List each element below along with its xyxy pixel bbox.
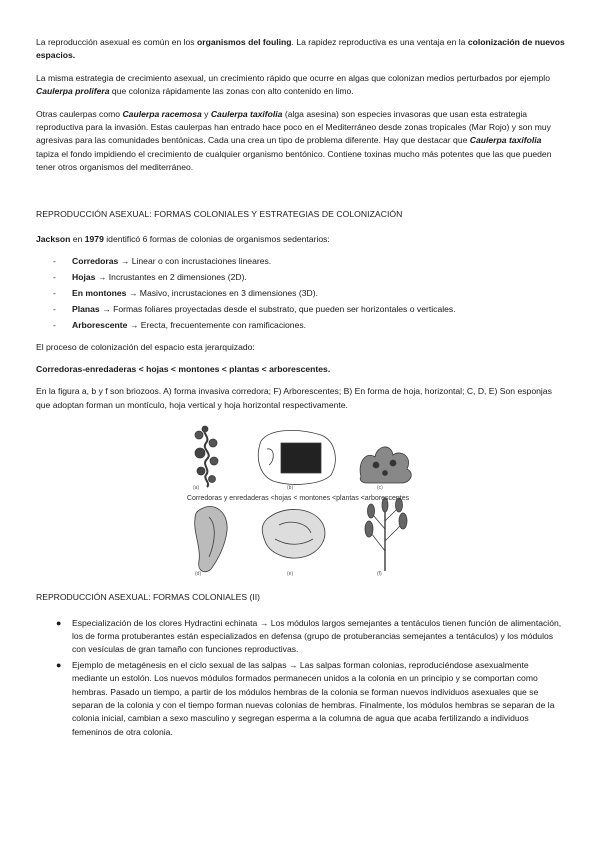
sketch-c-mound [360,447,411,483]
dash-marker: - [53,304,56,315]
process-paragraph: El proceso de colonización del espacio esta jerarquizado: [36,341,255,352]
hierarchy-paragraph: Corredoras-enredaderas < hojas < montones < plantas < arborescentes. [36,363,331,374]
figure-label-a: (a) [193,485,200,492]
jackson-paragraph: Jackson en 1979 identificó 6 formas de colonias de organismos sedentarios: [36,234,330,245]
figure-label-e: (e) [287,571,294,578]
list-item: - Arborescente → Erecta, frecuentemente con ramificaciones. [36,319,566,332]
dash-marker: - [53,256,56,267]
list-item: - Planas → Formas foliares proyectadas desde el substrato, que pueden ser horizontales o verticales. [36,303,566,316]
intro-paragraph-1: La reproducción asexual es común en los organismos del fouling. La rapidez reproductiva es una ventaja en la colonización de nuevos espacios. [36,37,565,61]
dash-marker: - [53,288,56,299]
bullet-marker: ● [56,659,62,670]
figure-label-f: (f) [377,571,382,578]
intro-paragraph-2: La misma estrategia de crecimiento asexual, un crecimiento rápido que ocurre en algas que colonizan medios perturbados por ejemplo Caulerpa prolifera que coloniza rápidamente las zonas con alto contenido en limo. [36,72,551,97]
figure-label-c: (c) [377,485,383,492]
list-item: - En montones → Masivo, incrustaciones en 3 dimensiones (3D). [36,287,566,300]
list-item: ● Ejemplo de metagénesis en el ciclo sexual de las salpas → Las salpas forman colonias, reproduciéndose asexualmente mediante un estolón. Los nuevos módulos formados permanecen unidos a la colonia en un principio y se comportan como hembras. Pasado un tiempo, a partir de los módulos hembras de la colonia se forman nuevos individuos asexuales que se separan de la colonia y con el tiempo forman nuevas colonias de hembras. Finalmente, los módulos hembras se separan de la colonia inicial, cambian a sexo masculino y segregan esperma a la columna de agua que acaba fertilizando a individuos femeninos de otra colonia. [56,659,555,737]
dash-marker: - [53,272,56,283]
colony-forms-figure [171,421,425,579]
figure-label-b: (b) [287,485,294,492]
intro-paragraph-3: Otras caulerpas como Caulerpa racemosa y Caulerpa taxifolia (alga asesina) son especies invasoras que usan esta estrategia reproductiva para la invasión. Estas caulerpas han entrado hace poco en el Mediterráneo desde zonas tropicales (Mar Rojo) y son muy agresivas para las comunidades bentónicas. Cada una crea un tipo de problema diferente. Hay que destacar que Caulerpa taxifolia tapiza el fondo impidiendo el crecimiento de cualquier organismo bentónico. Contiene toxinas mucho más potentes que las que pueden tener otros organismos del mediterráneo. [36,108,552,173]
sketch-d-vertical-sheet [195,507,228,572]
bullet-marker: ● [56,617,62,628]
figure-caption: Corredoras y enredaderas <hojas < montones <plantas <arborescentes [186,495,410,503]
dash-marker: - [53,320,56,331]
sketch-b-sheet [258,431,335,485]
colony-forms-list [36,255,566,332]
list-item: ● Especialización de los clores Hydractini echinata → Los módulos largos semejantes a tentáculos tienen función de alimentación, los de forma protuberantes están especializados en defensa (grupo de protuberancias semejantes a tentáculos) y los módulos con vesículas de gran tamaño con funciones reproductivas. [56,617,562,655]
section-heading-colonization: REPRODUCCIÓN ASEXUAL: FORMAS COLONIALES Y ESTRATEGIAS DE COLONIZACIÓN [36,208,403,219]
sketch-e-horizontal-sheet [262,510,325,559]
figure-description: En la figura a, b y f son briozoos. A) forma invasiva corredora; F) Arborescentes; B) En forma de hoja, horizontal; C, D, E) Son esponjas que adoptan forman un montículo, hoja vertical y hoja horizontal respectivamente. [36,386,552,410]
section-heading-colonial-forms-ii: REPRODUCCIÓN ASEXUAL: FORMAS COLONIALES (II) [36,592,260,603]
colonial-examples-list [36,617,566,740]
list-item: - Corredoras → Linear o con incrustaciones lineares. [36,255,566,268]
sketch-f-arborescent [365,498,407,571]
figure-label-d: (d) [195,571,202,578]
list-item: - Hojas → Incrustantes en 2 dimensiones (2D). [36,271,566,284]
document-page [36,36,566,741]
sketch-a-encrusting-runner [195,426,218,487]
